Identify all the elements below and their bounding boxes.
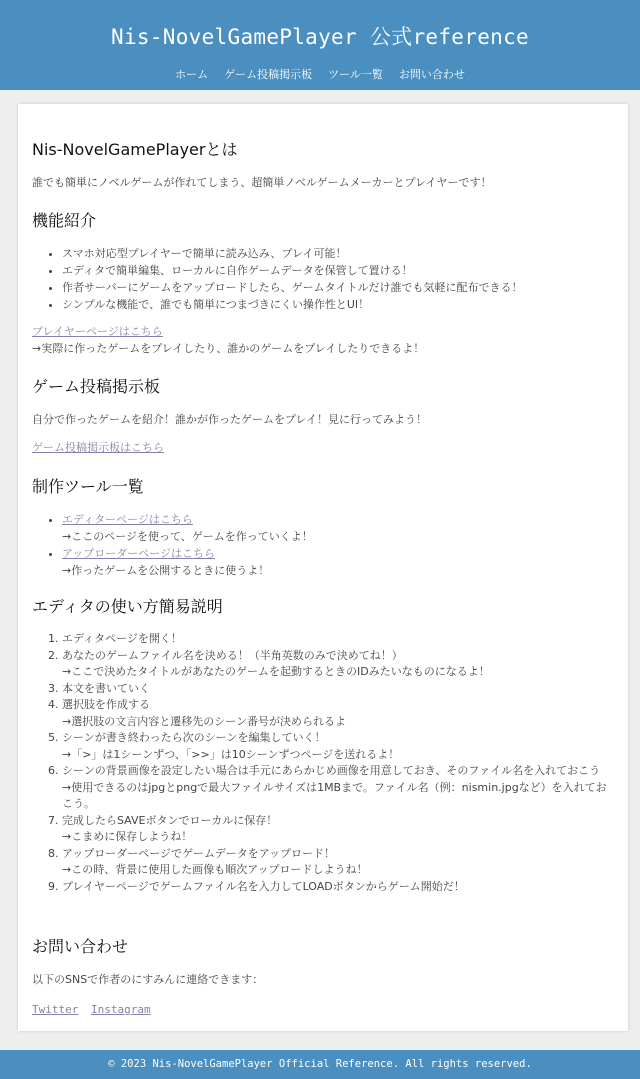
- instagram-link[interactable]: Instagram: [90, 1003, 151, 1016]
- guide-step: [62, 763, 614, 813]
- board-link[interactable]: ゲーム投稿掲示板はこちら: [32, 441, 164, 454]
- about-text: 誰でも簡単にノベルゲームが作れてしまう、超簡単ノベルゲームメーカーとプレイヤーです！: [32, 176, 492, 189]
- guide-step: [62, 648, 614, 681]
- step-text: シーンの背景画像を設定したい場合は手元にあらかじめ画像を用意しておき、そのファイル名を入れておこう: [62, 764, 601, 777]
- step-text: 本文を書いていく: [62, 681, 150, 695]
- site-footer: [0, 1050, 640, 1079]
- guide-heading: エディタの使い方簡易説明: [32, 597, 223, 616]
- nav-tools-link[interactable]: ツール一覧: [328, 68, 383, 81]
- uploader-page-link[interactable]: アップローダーページはこちら: [62, 547, 216, 560]
- step-text: アップローダーページでゲームデータをアップロード！: [62, 846, 336, 860]
- features-list: [62, 245, 522, 313]
- about-heading: Nis-NovelGamePlayerとは: [32, 140, 238, 159]
- feature-item: • シンプルな機能で、誰でも簡単につまづきにくい操作性とUI！: [62, 296, 522, 313]
- board-text: 自分で作ったゲームを紹介！誰かが作ったゲームをプレイ！見に行ってみよう！: [32, 413, 428, 426]
- feature-item: • エディタで簡単編集、ローカルに自作ゲームデータを保管して置ける！: [62, 262, 522, 279]
- player-page-link[interactable]: プレイヤーページはこちら: [32, 325, 163, 338]
- twitter-link[interactable]: Twitter: [32, 1003, 79, 1016]
- nav-contact-link[interactable]: お問い合わせ: [398, 68, 465, 81]
- contact-heading: お問い合わせ: [32, 937, 129, 956]
- tools-list: [62, 511, 313, 579]
- step-note: →ここで決めたタイトルがあなたのゲームを起動するときのIDみたいなものになるよ！: [62, 665, 490, 678]
- tool-item: [62, 511, 313, 545]
- tool-item: [62, 545, 313, 579]
- social-links: [32, 1001, 151, 1018]
- feature-item: • 作者サーバーにゲームをアップロードしたら、ゲームタイトルだけ誰でも気軽に配布できる！: [62, 279, 522, 296]
- guide-step: [62, 697, 614, 730]
- step-note: →この時、背景に使用した画像も順次アップロードしようね！: [62, 863, 368, 876]
- guide-steps: [62, 631, 614, 895]
- feature-item: • スマホ対応型プレイヤーで簡単に読み込み、プレイ可能！: [62, 245, 522, 262]
- guide-step: [62, 631, 614, 648]
- guide-step: [62, 730, 614, 763]
- step-note: →「>」は1シーンずつ、「>>」は10シーンずつページを送れるよ！: [62, 747, 400, 761]
- guide-step: [62, 813, 614, 846]
- player-note: →実際に作ったゲームをプレイしたり、誰かのゲームをプレイしたりできるよ！: [32, 342, 425, 355]
- step-text: 完成したらSAVEボタンでローカルに保存！: [62, 813, 278, 827]
- editor-note: →ここのページを使って、ゲームを作っていくよ！: [62, 530, 313, 543]
- step-text: プレイヤーページでゲームファイル名を入力してLOADボタンからゲーム開始だ！: [62, 879, 465, 893]
- step-text: あなたのゲームファイル名を決める！（半角英数のみで決めてね！）: [62, 648, 403, 662]
- main-nav: [0, 66, 640, 82]
- board-heading: ゲーム投稿掲示板: [32, 377, 161, 396]
- step-text: エディタページを開く！: [62, 632, 182, 645]
- guide-step: [62, 879, 614, 896]
- copyright-text: © 2023 Nis-NovelGamePlayer Official Reference. All rights reserved.: [108, 1058, 532, 1070]
- contact-text: 以下のSNSで作者のにすみんに連絡できます：: [32, 973, 264, 986]
- features-heading: 機能紹介: [32, 211, 97, 230]
- step-note: →こまめに保存しようね！: [62, 830, 193, 843]
- step-note: →選択肢の文言内容と遷移先のシーン番号が決められるよ: [62, 714, 346, 728]
- uploader-note: →作ったゲームを公開するときに使うよ！: [62, 564, 270, 577]
- step-note: →使用できるのはjpgとpngで最大ファイルサイズは1MBまで。ファイル名（例：nismin.jpgなど）を入れておこう。: [62, 780, 607, 810]
- nav-board-link[interactable]: ゲーム投稿掲示板: [224, 68, 313, 81]
- step-text: 選択肢を作成する: [62, 698, 150, 711]
- guide-step: [62, 846, 614, 879]
- nav-home-link[interactable]: ホーム: [175, 68, 209, 81]
- site-header: [0, 0, 640, 90]
- guide-step: [62, 681, 614, 698]
- tools-heading: 制作ツール一覧: [32, 477, 144, 496]
- site-title: Nis-NovelGamePlayer 公式reference: [111, 25, 529, 49]
- content-card: [18, 104, 628, 1031]
- editor-page-link[interactable]: エディターページはこちら: [62, 513, 193, 526]
- step-text: シーンが書き終わったら次のシーンを編集していく！: [62, 731, 326, 744]
